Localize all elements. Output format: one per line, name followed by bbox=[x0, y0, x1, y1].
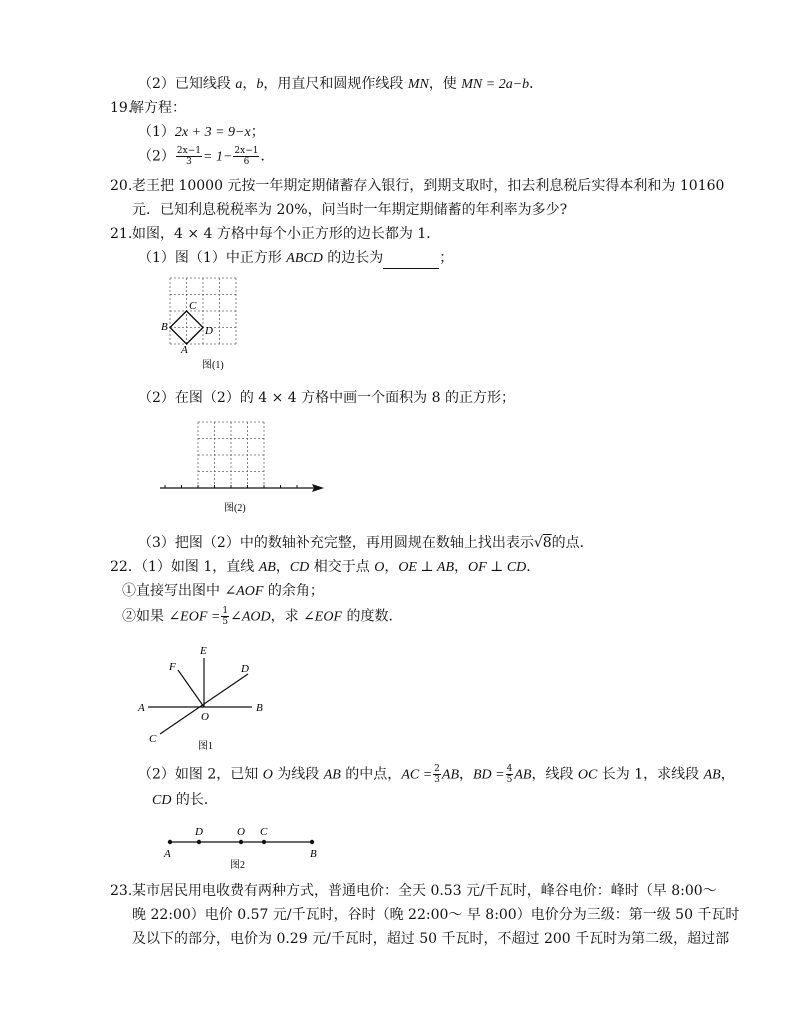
q19-frac2-den: 6 bbox=[243, 157, 250, 167]
square-abcd: ABCD bbox=[286, 251, 323, 266]
q22-p2-d: ，线段 bbox=[531, 766, 578, 783]
q22-p1-sep3: ， bbox=[454, 559, 468, 575]
fig-label-o: O bbox=[201, 711, 209, 723]
fig-label-a: A bbox=[138, 702, 145, 714]
frac-4-5-den: 5 bbox=[506, 775, 513, 785]
q23-number: 23. bbox=[110, 883, 133, 899]
q22-p2-e: 长为 1，求线段 bbox=[597, 766, 704, 783]
q21-number: 21. bbox=[110, 226, 133, 242]
line-ab: AB bbox=[258, 560, 276, 575]
q20-line2: 元．已知利息税税率为 20%，问当时一年期定期储蓄的年利率为多少? bbox=[132, 202, 568, 218]
q19-title: 解方程： bbox=[130, 100, 186, 116]
q22-p1-text-a: （1）如图 1，直线 bbox=[134, 559, 259, 575]
frac-4-5-num: 4 bbox=[506, 764, 513, 774]
grid-dashed-lines bbox=[170, 278, 236, 344]
point-c-dot bbox=[262, 840, 266, 844]
q18-middle2: ，使 bbox=[428, 76, 462, 92]
seg-label-c: C bbox=[260, 826, 268, 838]
figure-1-grid bbox=[160, 272, 260, 376]
fraction-2-3 bbox=[433, 764, 441, 785]
p2-segment-cd: CD bbox=[152, 793, 172, 808]
figure-1-lines bbox=[132, 640, 272, 758]
q19-fraction-2 bbox=[233, 146, 259, 167]
line-cd: CD bbox=[289, 560, 310, 575]
var-mn: MN bbox=[407, 77, 429, 92]
equation-mn: MN = 2a−b bbox=[461, 77, 530, 92]
q22-part2 bbox=[138, 764, 735, 786]
fig2-caption-22: 图2 bbox=[230, 860, 245, 871]
ray-of bbox=[178, 670, 204, 707]
q21-part3 bbox=[138, 533, 594, 553]
point-o: O bbox=[374, 560, 385, 575]
q19-p2-label: （2） bbox=[138, 148, 175, 165]
q22-p2-a: （2）如图 2，已知 bbox=[138, 766, 263, 783]
seg-label-a: A bbox=[164, 848, 171, 860]
q23-line2: 晚 22:00）电价 0.57 元/千瓦时，谷时（晚 22:00～ 早 8:00）电价分为三级：第一级 50 千瓦时 bbox=[132, 907, 740, 923]
q19-p1-equation: 2x + 3 = 9−x bbox=[174, 125, 251, 140]
q22-p2-f: ， bbox=[720, 766, 735, 783]
fig1-label-c: C bbox=[189, 300, 197, 312]
p2-segment-ab: AB bbox=[323, 767, 341, 783]
point-b-dot bbox=[310, 840, 314, 844]
q21-part2: （2）在图（2）的 4 × 4 方格中画一个面积为 8 的正方形； bbox=[138, 390, 515, 406]
seg-label-b: B bbox=[310, 848, 317, 860]
q22-number: 22． bbox=[110, 559, 142, 575]
fig1-caption: 图(1) bbox=[202, 360, 224, 371]
q22-item1-a: ①直接写出图中 bbox=[122, 583, 225, 599]
frac-2-3-den: 3 bbox=[434, 775, 440, 785]
q22-part2-line2 bbox=[152, 790, 218, 811]
q22-p2-sep: ， bbox=[459, 766, 473, 783]
figure-2-grid-axis bbox=[158, 418, 328, 520]
q23-line3: 及以下的部分，电价为 0.29 元/千瓦时，超过 50 千瓦时，不超过 200 千瓦时为第二级，超过部 bbox=[132, 931, 730, 947]
q22-fraction bbox=[221, 606, 229, 627]
angle-eof: ∠EOF bbox=[303, 609, 343, 625]
q22-p1-text-b: 相交于点 bbox=[309, 559, 375, 575]
p2-bd: BD = bbox=[473, 767, 505, 783]
q18-suffix: ． bbox=[529, 76, 544, 92]
q19-p1-label: （1） bbox=[138, 124, 175, 140]
q22-p2-line2-end: 的长． bbox=[171, 792, 218, 808]
fig1-caption-22: 图1 bbox=[198, 741, 213, 752]
fig1-label-b: B bbox=[161, 321, 168, 333]
q19-p2-end: ． bbox=[260, 148, 275, 165]
q18-part2-prefix: （2）已知线段 bbox=[138, 76, 236, 92]
p2-oc: OC bbox=[577, 767, 598, 783]
q21-p1-label: （1）图（1）中正方形 bbox=[138, 250, 287, 266]
q21-p1-text: 的边长为 bbox=[322, 250, 384, 266]
q19-frac2-num: 2x−1 bbox=[234, 146, 259, 156]
q21-part1 bbox=[138, 248, 453, 269]
point-o-dot bbox=[239, 840, 243, 844]
q19-p1-end: ； bbox=[250, 124, 265, 140]
q18-part2 bbox=[138, 74, 543, 95]
q22-frac-den: 5 bbox=[222, 617, 229, 627]
q22-item2-c: 的度数． bbox=[342, 608, 403, 625]
seg-label-o: O bbox=[237, 826, 245, 838]
fraction-4-5 bbox=[506, 764, 514, 785]
q19-frac1-den: 3 bbox=[186, 157, 192, 167]
q22-item2-a: ②如果 bbox=[122, 608, 169, 625]
grid-dashed-lines bbox=[198, 422, 264, 488]
q19-part2 bbox=[138, 146, 274, 168]
q18-middle: ，用直尺和圆规作线段 bbox=[263, 76, 408, 92]
q22-item1 bbox=[122, 581, 324, 602]
fig-label-b: B bbox=[256, 702, 263, 714]
q22-item1-b: 的余角； bbox=[263, 583, 324, 599]
q19-fraction-1 bbox=[176, 146, 202, 167]
sqrt-symbol: √ bbox=[533, 535, 543, 551]
answer-blank bbox=[383, 254, 439, 269]
q22-part1 bbox=[134, 557, 540, 578]
q21-p3-text-b: 的点． bbox=[551, 535, 594, 551]
q18-sep: ， bbox=[242, 76, 257, 92]
oe-perp-ab: OE ⊥ AB bbox=[398, 560, 454, 575]
q19-p2-mid: = 1− bbox=[203, 149, 233, 165]
q20-line1: 老王把 10000 元按一年期定期储蓄存入银行，到期支取时，扣去利息税后实得本利和为 10160 bbox=[132, 178, 725, 194]
q22-p1-sep2: ， bbox=[384, 559, 399, 575]
fig1-label-a: A bbox=[181, 344, 188, 356]
figure-2-segment bbox=[160, 822, 324, 872]
p2-point-o: O bbox=[262, 767, 273, 783]
q22-frac-num: 1 bbox=[222, 606, 229, 616]
q22-item2-b: ，求 bbox=[270, 608, 304, 625]
var-b: b bbox=[256, 77, 264, 92]
q22-p1-sep: ， bbox=[275, 559, 290, 575]
point-a-dot bbox=[168, 840, 172, 844]
angle-eof-lhs: ∠EOF = bbox=[168, 609, 221, 625]
fig1-label-d: D bbox=[205, 325, 213, 337]
p2-ab-4: AB bbox=[703, 767, 721, 783]
seg-label-d: D bbox=[195, 826, 203, 838]
frac-2-3-num: 2 bbox=[434, 764, 440, 774]
point-d-dot bbox=[197, 840, 201, 844]
of-perp-cd: OF ⊥ CD bbox=[468, 560, 527, 575]
p2-ab-3: AB bbox=[514, 767, 532, 783]
fig-label-d: D bbox=[241, 663, 249, 675]
q22-item2 bbox=[122, 606, 402, 628]
q19-frac1-num: 2x−1 bbox=[176, 146, 201, 156]
q20-number: 20. bbox=[110, 178, 133, 194]
angle-aof: ∠AOF bbox=[224, 584, 264, 599]
q21-p3-text-a: （3）把图（2）中的数轴补充完整，再用圆规在数轴上找出表示 bbox=[138, 535, 534, 551]
fig-label-f: F bbox=[169, 661, 176, 673]
q22-p1-end: ． bbox=[526, 559, 541, 575]
p2-ab-2: AB bbox=[441, 767, 459, 783]
var-a: a bbox=[235, 77, 243, 92]
q19-part1 bbox=[138, 122, 265, 143]
q21-p1-end: ； bbox=[439, 250, 454, 266]
q21-intro: 如图，4 × 4 方格中每个小正方形的边长都为 1． bbox=[132, 226, 441, 242]
q19-number: 19. bbox=[110, 100, 133, 116]
q22-p2-b: 为线段 bbox=[272, 766, 324, 783]
fig-label-c: C bbox=[149, 733, 157, 745]
fig-label-e: E bbox=[200, 645, 207, 657]
fig2-caption: 图(2) bbox=[224, 503, 246, 514]
sqrt-radicand: 8 bbox=[542, 535, 552, 551]
angle-aod: ∠AOD bbox=[230, 609, 271, 625]
q22-p2-c: 的中点， bbox=[340, 766, 402, 783]
q23-line1: 某市居民用电收费有两种方式，普通电价：全天 0.53 元/千瓦时，峰谷电价：峰时（早 8:00～ bbox=[132, 883, 717, 899]
p2-ac: AC = bbox=[401, 767, 433, 783]
